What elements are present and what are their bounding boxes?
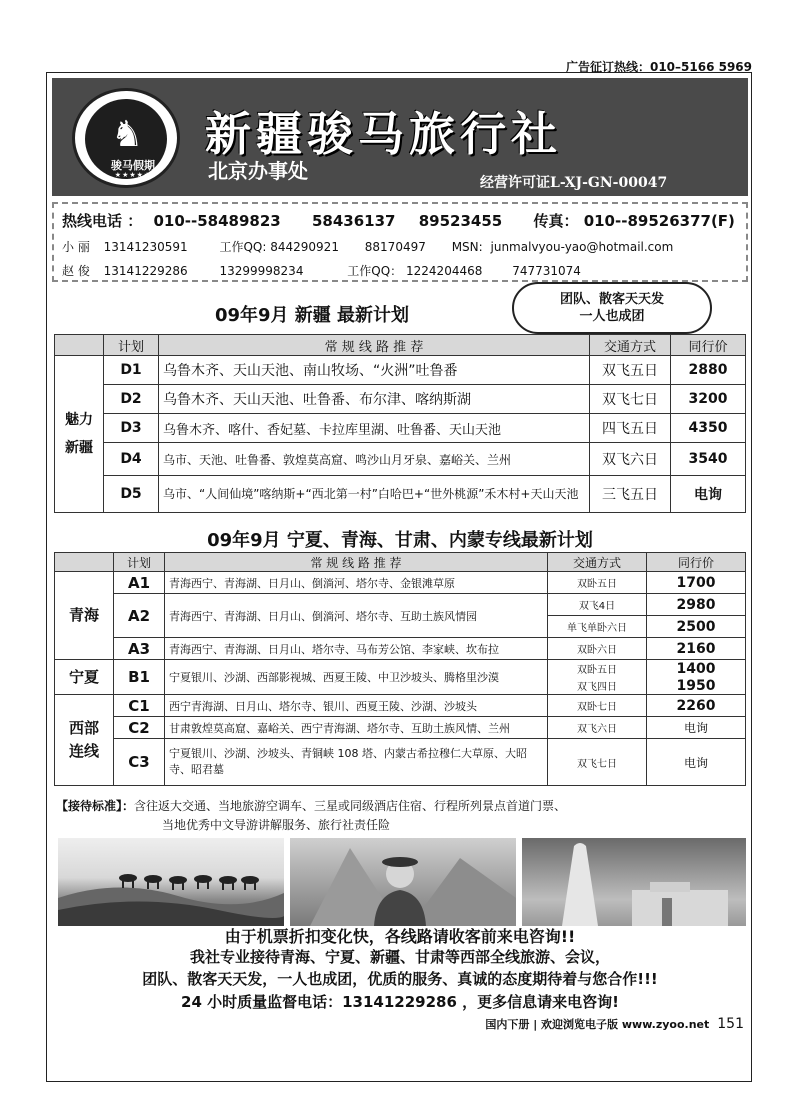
qq-number: 1224204468 (406, 264, 483, 278)
photo-strip (58, 838, 746, 926)
transport: 单飞单卧六日 (548, 616, 647, 638)
transport: 双飞4日 (548, 594, 647, 616)
ad-hotline: 广告征订热线：010–5166 5969 (565, 60, 752, 74)
header-transport: 交通方式 (590, 335, 671, 356)
header-plan: 计划 (114, 553, 165, 572)
logo (72, 88, 180, 188)
cloud-line-2: 一人也成团 (579, 309, 645, 324)
person-phone-2: 13299998234 (219, 264, 304, 278)
plan-code: A2 (114, 594, 165, 638)
qq-number: 844290921 (270, 240, 339, 254)
promo-cloud (512, 282, 712, 334)
slogan-line-2: 我社专业接待青海、宁夏、新疆、甘肃等西部全线旅游、会议， (189, 948, 610, 966)
standard-text-2: 当地优秀中文导游讲解服务、旅行社责任险 (162, 818, 391, 832)
footer-text: 国内下册 | 欢迎浏览电子版 www.zyoo.net (485, 1018, 710, 1031)
section-title-northwest: 09年9月 宁夏、青海、甘肃、内蒙专线最新计划 (207, 530, 593, 551)
price: 2260 (647, 695, 746, 717)
license-number: 经营许可证L-XJ-GN-00047 (480, 175, 668, 191)
price: 1400 (647, 660, 746, 678)
slogan-line-1: 由于机票折扣变化快，各线路请收客前来电咨询!! (224, 927, 576, 946)
price: 2880 (671, 356, 746, 385)
table-row (55, 385, 746, 414)
contact-person-2 (62, 262, 581, 279)
plan-code: D3 (104, 414, 159, 443)
transport: 双飞六日 (590, 443, 671, 476)
minaret-photo (522, 838, 746, 926)
transport: 双飞六日 (548, 717, 647, 739)
table-row (55, 356, 746, 385)
route-text: 甘肃敦煌莫高窟、嘉峪关、西宁青海湖、塔尔寺、互助土族风情、兰州 (165, 717, 548, 739)
horse-icon: ♞ (111, 114, 144, 155)
plan-code: B1 (114, 660, 165, 695)
plan-code: C1 (114, 695, 165, 717)
price: 电询 (647, 739, 746, 786)
hotline-label: 热线电话 ： (62, 212, 143, 230)
plan-code: C2 (114, 717, 165, 739)
plan-code: D5 (104, 476, 159, 513)
route-text: 青海西宁、青海湖、日月山、塔尔寺、马布芳公馆、李家峡、坎布拉 (165, 638, 548, 660)
header-price: 同行价 (647, 553, 746, 572)
person-phone: 13141230591 (103, 240, 188, 254)
person-name: 小 丽 (62, 240, 90, 254)
page-number: 151 (717, 1016, 744, 1032)
plan-code: A3 (114, 638, 165, 660)
transport: 双飞七日 (590, 385, 671, 414)
xinjiang-table (54, 334, 746, 513)
transport: 双飞四日 (548, 677, 647, 695)
fax-label: 传真： (533, 212, 579, 230)
slogan-line-3: 团队、散客天天发，一人也成团，优质的服务、真诚的态度期待着与您合作!!! (142, 970, 658, 988)
slogan-line-4: 24 小时质量监督电话：13141229286 ，更多信息请来电咨询! (181, 993, 619, 1011)
hotline-number-2: 58436137 (311, 212, 396, 230)
route-text: 西宁青海湖、日月山、塔尔寺、银川、西夏王陵、沙湖、沙坡头 (165, 695, 548, 717)
contact-box (52, 202, 748, 282)
qq-label: 工作QQ: (219, 240, 267, 254)
standard-label: 【接待标准】： (56, 799, 135, 813)
table-row (55, 638, 746, 660)
table-row (55, 717, 746, 739)
person-name: 赵 俊 (62, 264, 90, 278)
header-plan: 计划 (104, 335, 159, 356)
footer (485, 1016, 744, 1032)
hotline-number-1: 010--58489823 (153, 212, 281, 230)
price: 3540 (671, 443, 746, 476)
standard-text-1: 含往返大交通、当地旅游空调车、三星或同级酒店住宿、行程所列景点首道门票、 (134, 799, 567, 813)
hotline-number-3: 89523455 (418, 212, 503, 230)
table-row (55, 476, 746, 513)
price: 2500 (647, 616, 746, 638)
section-title-xinjiang: 09年9月 新疆 最新计划 (214, 305, 410, 326)
table-row (55, 660, 746, 678)
northwest-table (54, 552, 746, 786)
price: 2980 (647, 594, 746, 616)
group-label: 青海 (55, 572, 114, 660)
qq-number-2: 747731074 (512, 264, 581, 278)
logo-emblem (85, 99, 167, 179)
price: 1700 (647, 572, 746, 594)
route-text: 乌鲁木齐、天山天池、南山牧场、“火洲”吐鲁番 (159, 356, 590, 385)
transport: 双卧五日 (548, 660, 647, 678)
table-header (55, 553, 746, 572)
group-label: 宁夏 (55, 660, 114, 695)
header-price: 同行价 (671, 335, 746, 356)
price: 电询 (671, 476, 746, 513)
msn-label: MSN: (451, 240, 483, 254)
transport: 双飞七日 (548, 739, 647, 786)
header-blank (55, 335, 104, 356)
route-text: 乌鲁木齐、天山天池、吐鲁番、布尔津、喀纳斯湖 (159, 385, 590, 414)
header-route: 常 规 线 路 推 荐 (159, 335, 590, 356)
fax-number: 010--89526377(F) (583, 212, 735, 230)
route-text: 乌鲁木齐、喀什、香妃墓、卡拉库里湖、吐鲁番、天山天池 (159, 414, 590, 443)
plan-code: C3 (114, 739, 165, 786)
transport: 双飞五日 (590, 356, 671, 385)
route-text: 乌市、“人间仙境”喀纳斯+“西北第一村”白哈巴+“世外桃源”禾木村+天山天池 (159, 476, 590, 513)
logo-stars: ★★★★★ (114, 171, 152, 179)
price: 3200 (671, 385, 746, 414)
table-header (55, 335, 746, 356)
standard-line-1 (56, 797, 746, 816)
price: 1950 (647, 677, 746, 695)
desert-camel-photo (58, 838, 284, 926)
table-row (55, 443, 746, 476)
route-text: 青海西宁、青海湖、日月山、倒淌河、塔尔寺、金银滩草原 (165, 572, 548, 594)
price: 4350 (671, 414, 746, 443)
plan-code: D4 (104, 443, 159, 476)
transport: 双卧六日 (548, 638, 647, 660)
cloud-line-1: 团队、散客天天发 (559, 292, 664, 307)
route-text: 青海西宁、青海湖、日月山、倒淌河、塔尔寺、互助土族风情园 (165, 594, 548, 638)
group-label: 西部连线 (55, 695, 114, 786)
group-label: 魅力新疆 (55, 356, 104, 513)
qq-number-2: 88170497 (364, 240, 426, 254)
route-text: 宁夏银川、沙湖、西部影视城、西夏王陵、中卫沙坡头、腾格里沙漠 (165, 660, 548, 695)
office-name: 北京办事处 (208, 159, 308, 183)
transport: 双卧七日 (548, 695, 647, 717)
price: 电询 (647, 717, 746, 739)
plan-code: D2 (104, 385, 159, 414)
plan-code: A1 (114, 572, 165, 594)
person-phone: 13141229286 (103, 264, 188, 278)
route-text: 乌市、天池、吐鲁番、敦煌莫高窟、鸣沙山月牙泉、嘉峪关、兰州 (159, 443, 590, 476)
company-name: 新疆骏马旅行社 (205, 107, 562, 161)
transport: 四飞五日 (590, 414, 671, 443)
contact-person-1 (62, 238, 673, 255)
msn-address: junmalvyou-yao@hotmail.com (490, 240, 674, 254)
girl-portrait-photo (290, 838, 516, 926)
qq-label: 工作QQ： (347, 264, 403, 278)
transport: 双卧五日 (548, 572, 647, 594)
reception-standard (56, 797, 746, 835)
plan-code: D1 (104, 356, 159, 385)
transport: 三飞五日 (590, 476, 671, 513)
header-transport: 交通方式 (548, 553, 647, 572)
header-blank (55, 553, 114, 572)
table-row (55, 739, 746, 786)
table-row (55, 414, 746, 443)
logo-text: 骏马假期 (111, 159, 155, 172)
table-row (55, 572, 746, 594)
table-row (55, 695, 746, 717)
table-row (55, 594, 746, 616)
hotline-row (62, 210, 735, 231)
route-text: 宁夏银川、沙湖、沙坡头、青铜峡 108 塔、内蒙古希拉穆仁大草原、大昭寺、昭君墓 (165, 739, 548, 786)
price: 2160 (647, 638, 746, 660)
header-route: 常 规 线 路 推 荐 (165, 553, 548, 572)
